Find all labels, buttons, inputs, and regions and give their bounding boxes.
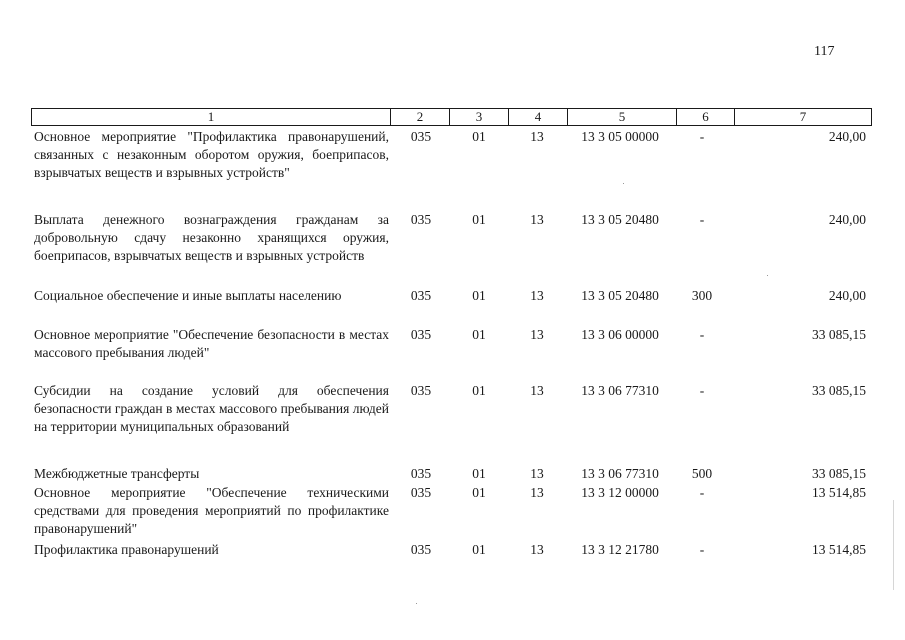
page-number: 117 <box>814 44 835 59</box>
row-col-3: 01 <box>472 485 486 500</box>
row-col-5: 13 3 12 00000 <box>581 485 659 500</box>
row-col-6: - <box>699 327 705 342</box>
row-col-4: 13 <box>530 542 544 557</box>
row-col-5: 13 3 06 77310 <box>581 466 659 481</box>
row-col-3: 01 <box>472 466 486 481</box>
row-col-7: 33 085,15 <box>812 327 866 342</box>
row-name: Основное мероприятие "Профилактика правонарушений, связанных с незаконным оборотом оружия, боеприпасов, взрывчатых веществ и взрывных устройств" <box>34 129 389 180</box>
row-col-7: 240,00 <box>828 129 866 144</box>
table-header <box>31 108 872 126</box>
row-col-3: 01 <box>472 327 486 342</box>
row-col-3: 01 <box>472 383 486 398</box>
row-col-6: - <box>699 542 705 557</box>
row-col-4: 13 <box>530 129 544 144</box>
scan-speck <box>416 603 417 604</box>
row-col-4: 13 <box>530 327 544 342</box>
row-col-5: 13 3 05 00000 <box>581 129 659 144</box>
row-name: Социальное обеспечение и иные выплаты населению <box>34 288 342 303</box>
header-cell-6: 6 <box>677 109 735 126</box>
header-cell-7: 7 <box>735 109 872 126</box>
row-name: Субсидии на создание условий для обеспечения безопасности граждан в местах массового пребывания людей на территории муниципальных образований <box>34 383 389 434</box>
row-name: Выплата денежного вознаграждения гражданам за добровольную сдачу незаконно хранящихся оружия, боеприпасов, взрывчатых веществ и взрывных устройств <box>34 212 389 263</box>
header-cell-4: 4 <box>509 109 568 126</box>
row-col-7: 13 514,85 <box>812 542 866 557</box>
header-cell-1: 1 <box>32 109 391 126</box>
scan-edge-mark <box>893 500 894 590</box>
row-col-2: 035 <box>410 129 432 144</box>
row-col-2: 035 <box>410 288 432 303</box>
scan-speck <box>623 183 624 184</box>
row-col-7: 33 085,15 <box>812 466 866 481</box>
row-col-7: 13 514,85 <box>812 485 866 500</box>
row-col-6: - <box>699 129 705 144</box>
row-name: Профилактика правонарушений <box>34 542 219 557</box>
row-name: Основное мероприятие "Обеспечение техническими средствами для проведения мероприятий по профилактике правонарушений" <box>34 485 389 536</box>
header-cell-3: 3 <box>450 109 509 126</box>
row-col-2: 035 <box>410 542 432 557</box>
row-name: Основное мероприятие "Обеспечение безопасности в местах массового пребывания людей" <box>34 327 389 360</box>
row-col-5: 13 3 05 20480 <box>581 288 659 303</box>
row-col-4: 13 <box>530 212 544 227</box>
row-col-2: 035 <box>410 212 432 227</box>
row-col-5: 13 3 06 00000 <box>581 327 659 342</box>
row-col-7: 240,00 <box>828 288 866 303</box>
row-col-2: 035 <box>410 485 432 500</box>
row-col-3: 01 <box>472 542 486 557</box>
row-col-3: 01 <box>472 288 486 303</box>
row-col-2: 035 <box>410 383 432 398</box>
row-col-6: - <box>699 485 705 500</box>
row-col-6: - <box>699 383 705 398</box>
row-name: Межбюджетные трансферты <box>34 466 200 481</box>
row-col-6: 300 <box>691 288 713 303</box>
row-col-5: 13 3 06 77310 <box>581 383 659 398</box>
row-col-4: 13 <box>530 288 544 303</box>
row-col-3: 01 <box>472 212 486 227</box>
row-col-6: 500 <box>691 466 713 481</box>
row-col-6: - <box>699 212 705 227</box>
header-cell-2: 2 <box>391 109 450 126</box>
row-col-5: 13 3 05 20480 <box>581 212 659 227</box>
scan-speck <box>767 275 768 276</box>
header-cell-5: 5 <box>568 109 677 126</box>
row-col-4: 13 <box>530 485 544 500</box>
row-col-2: 035 <box>410 466 432 481</box>
row-col-4: 13 <box>530 466 544 481</box>
row-col-7: 33 085,15 <box>812 383 866 398</box>
row-col-4: 13 <box>530 383 544 398</box>
row-col-5: 13 3 12 21780 <box>581 542 659 557</box>
row-col-2: 035 <box>410 327 432 342</box>
row-col-3: 01 <box>472 129 486 144</box>
row-col-7: 240,00 <box>828 212 866 227</box>
